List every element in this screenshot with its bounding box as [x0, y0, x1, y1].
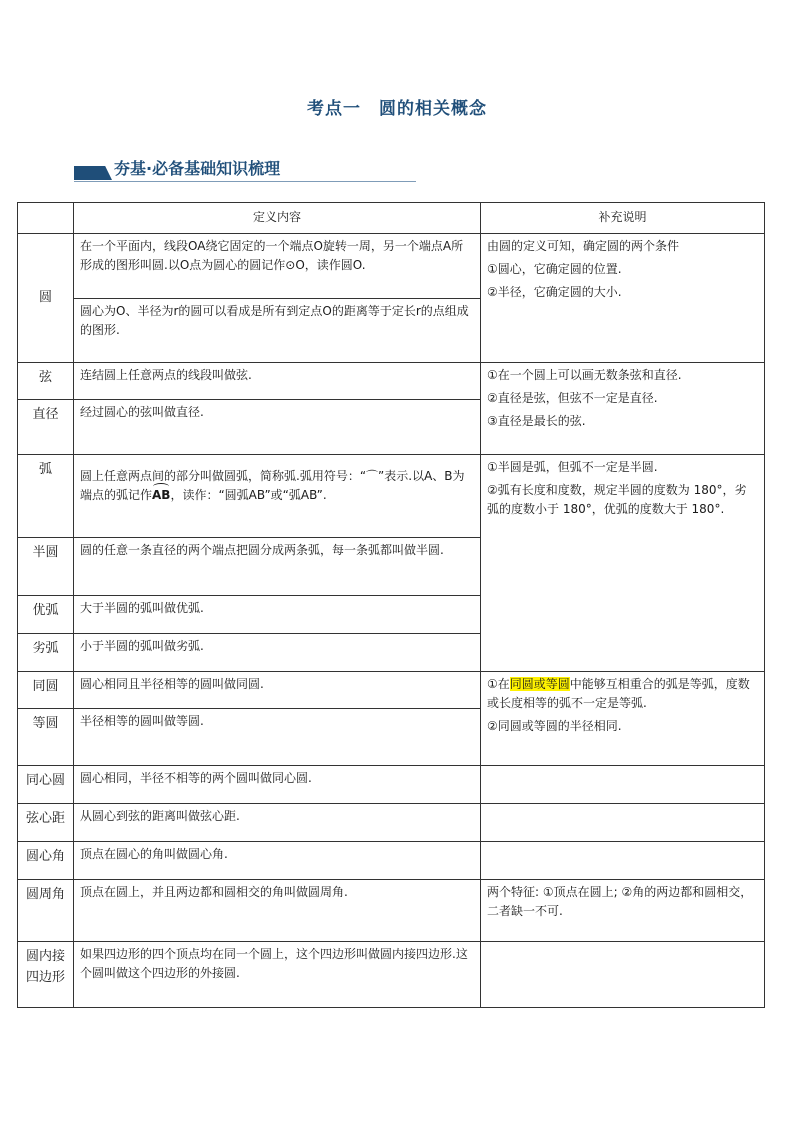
def-circle-1: 在一个平面内，线段OA绕它固定的一个端点O旋转一周，另一个端点A所形成的图形叫圆.以O点为圆心的圆记作⊙O，读作圆O.: [74, 234, 481, 299]
table-header-row: [18, 203, 765, 234]
def-minor-arc: 小于半圆的弧叫做劣弧.: [74, 634, 481, 672]
term-chord-distance: 弦心距: [18, 804, 74, 842]
def-concentric: 圆心相同，半径不相等的两个圆叫做同心圆.: [74, 766, 481, 804]
term-central-angle: 圆心角: [18, 842, 74, 880]
term-arc: 弧: [18, 455, 74, 538]
section-header-text: 夯基·必备基础知识梳理: [114, 159, 281, 178]
table-row: [18, 766, 765, 804]
def-chord: 连结圆上任意两点的线段叫做弦.: [74, 363, 481, 400]
term-major-arc: 优弧: [18, 596, 74, 634]
def-arc: [74, 455, 481, 538]
note-same-circle-line1: [487, 675, 758, 713]
page-title: [0, 94, 794, 119]
def-inscribed-angle: 顶点在圆上，并且两边都和圆相交的角叫做圆周角.: [74, 880, 481, 942]
table-row: [18, 234, 765, 299]
table-row: [18, 455, 765, 538]
def-major-arc: 大于半圆的弧叫做优弧.: [74, 596, 481, 634]
table-row: [18, 942, 765, 1008]
note-concentric: [481, 766, 765, 804]
def-circle-2: 圆心为O、半径为r的圆可以看成是所有到定点O的距离等于定长r的点组成的图形.: [74, 299, 481, 363]
arc-ab-symbol: AB: [152, 486, 170, 505]
note-circle-line3: ②半径，它确定圆的大小.: [487, 285, 622, 300]
section-header: [74, 154, 416, 182]
term-chord: 弦: [18, 363, 74, 400]
term-cyclic-quad: [18, 942, 74, 1008]
note-circle-line2: ①圆心，它确定圆的位置.: [487, 262, 622, 277]
term-concentric: 同心圆: [18, 766, 74, 804]
note-cyclic-quad: [481, 942, 765, 1008]
concept-table: [17, 202, 765, 1008]
note-inscribed-angle: 两个特征: ①顶点在圆上; ②角的两边都和圆相交，二者缺一不可.: [481, 880, 765, 942]
title-part2: 圆的相关概念: [379, 99, 487, 119]
def-arc-text-b: ，读作：“圆弧AB”或“弧AB”.: [170, 488, 327, 503]
note-chord-line2: ②直径是弦，但弦不一定是直径.: [487, 391, 658, 406]
def-central-angle: 顶点在圆心的角叫做圆心角.: [74, 842, 481, 880]
note-arc: [481, 455, 765, 672]
note-arc-line1: ①半圆是弧，但弧不一定是半圆.: [487, 460, 658, 474]
note-chord-line3: ③直径是最长的弦.: [487, 414, 586, 429]
note-same-circle-line2: ②同圆或等圆的半径相同.: [487, 719, 622, 734]
section-bar-icon: [74, 166, 112, 180]
note-same-circle: [481, 672, 765, 766]
note-n1-pre: ①在: [487, 677, 510, 691]
title-part1: 考点一: [307, 99, 361, 119]
table-row: [18, 880, 765, 942]
note-central-angle: [481, 842, 765, 880]
term-cyclic-quad-line1: 圆内接: [25, 949, 65, 964]
note-circle-line1: 由圆的定义可知，确定圆的两个条件: [487, 239, 680, 253]
term-cyclic-quad-line2: 四边形: [25, 969, 65, 985]
note-chord-distance: [481, 804, 765, 842]
def-diameter: 经过圆心的弦叫做直径.: [74, 400, 481, 455]
note-n1-post: 中能够互相重合的弧是等弧，度数或长度相等的弧不一定是等弧.: [487, 677, 750, 711]
term-minor-arc: 劣弧: [18, 634, 74, 672]
term-semicircle: 半圆: [18, 538, 74, 596]
term-circle: 圆: [18, 234, 74, 363]
note-chord-line1: ①在一个圆上可以画无数条弦和直径.: [487, 368, 682, 382]
highlight-same-or-equal: 同圆或等圆: [509, 677, 570, 691]
header-definition: 定义内容: [74, 203, 481, 234]
note-circle: [481, 234, 765, 363]
term-diameter: 直径: [18, 400, 74, 455]
section-underline: [74, 181, 416, 182]
table-row: [18, 842, 765, 880]
header-term: [18, 203, 74, 234]
def-chord-distance: 从圆心到弦的距离叫做弦心距.: [74, 804, 481, 842]
note-chord: [481, 363, 765, 455]
note-arc-line2: ②弧有长度和度数，规定半圆的度数为 180°，劣弧的度数小于 180°，优弧的度数大于 180°.: [487, 483, 747, 517]
table-row: [18, 672, 765, 709]
table-row: [18, 804, 765, 842]
term-same-circle: 同圆: [18, 672, 74, 709]
def-semicircle: 圆的任意一条直径的两个端点把圆分成两条弧，每一条弧都叫做半圆.: [74, 538, 481, 596]
def-same-circle: 圆心相同且半径相等的圆叫做同圆.: [74, 672, 481, 709]
term-inscribed-angle: 圆周角: [18, 880, 74, 942]
term-equal-circle: 等圆: [18, 709, 74, 766]
def-arc-text-a: 圆上任意两点间的部分叫做圆弧，简称弧.弧用符号：“⌒”表示.以A、B为端点的弧记作: [80, 469, 465, 503]
header-note: 补充说明: [481, 203, 765, 234]
def-equal-circle: 半径相等的圆叫做等圆.: [74, 709, 481, 766]
table-row: [18, 363, 765, 400]
def-cyclic-quad: 如果四边形的四个顶点均在同一个圆上，这个四边形叫做圆内接四边形.这个圆叫做这个四边形的外接圆.: [74, 942, 481, 1008]
